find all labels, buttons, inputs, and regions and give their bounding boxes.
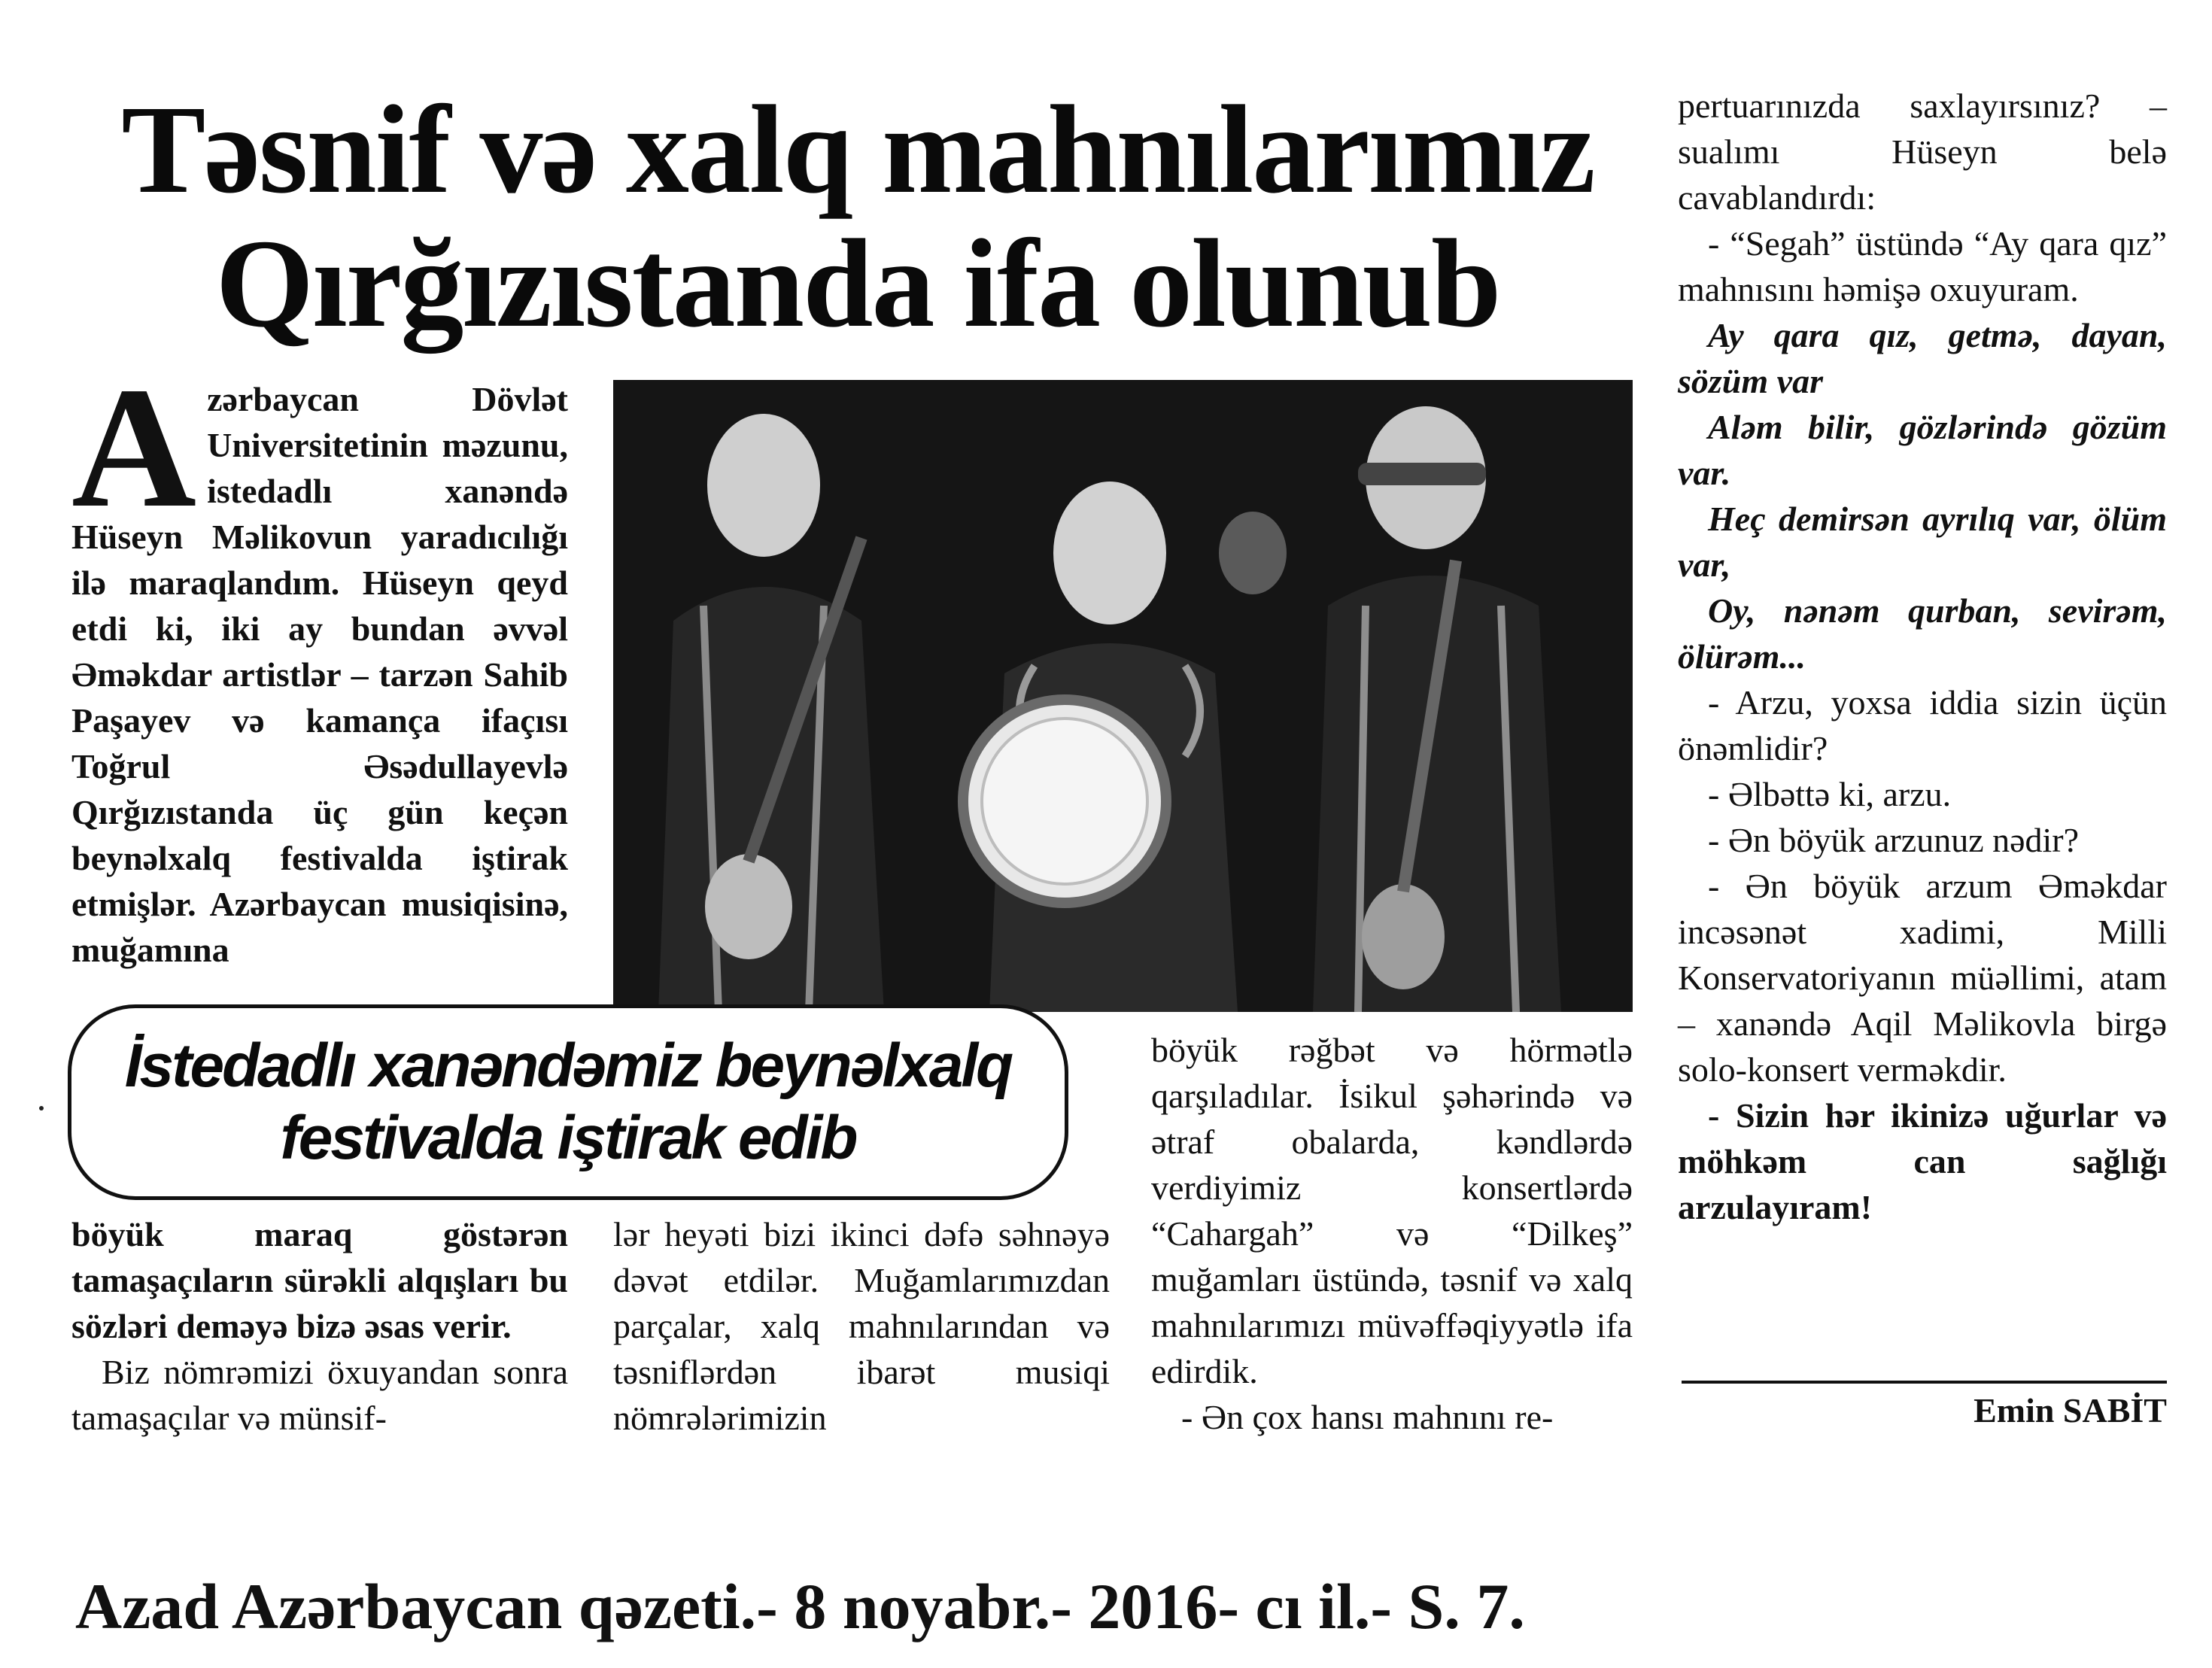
dropcap: A [71, 351, 197, 543]
column-4-p2: - “Segah” üstündə “Ay qara qız” mahnısını həmişə oxuyuram. [1678, 224, 2167, 308]
verse-2: Aləm bilir, gözlərində gözüm var. [1678, 408, 2167, 492]
column-3 [1151, 1027, 1633, 1440]
subheadline-line-2: festivalda iştirak edib [280, 1104, 856, 1172]
headline-line-2: Qırğızıstanda ifa olunub [215, 214, 1500, 354]
verse-1: Ay qara qız, getmə, dayan, sözüm var [1678, 316, 2167, 400]
verse-4: Oy, nənəm qurban, sevirəm, ölürəm... [1678, 591, 2167, 676]
column-3-question: - Ən çox hansı mahnını re- [1181, 1398, 1554, 1436]
verse-3: Heç demirsən ayrılıq var, ölüm var, [1678, 500, 2167, 584]
musicians-photo [613, 380, 1633, 1012]
column-1-intro: zərbaycan Dövlət Universitetinin məzunu, istedadlı xanəndə Hüseyn Məlikovun yaradıcılığı ilə maraqlandım. Hüseyn qeyd etdi ki, iki ay bundan əvvəl Əməkdar artistlər – tarzən Sahib Paşayev və kamança ifaçısı Toğrul Əsədullayevlə Qırğızıstanda üç gün keçən beynəlxalq festivalda iştirak etmişlər. Azərbaycan musiqisinə, muğamına [71, 380, 568, 969]
column-3-text: böyük rəğbət və hörmətlə qarşıladılar. İsikul şəhərində və ətraf obalarda, kəndlərdə verdiyimiz konsertlərdə “Cahargah” və “Dilkeş” muğamları üstündə, təsnif və xalq mahnılarımızı müvəffəqiyyətlə ifa edirdik. [1151, 1031, 1633, 1390]
source-citation: Azad Azərbaycan qəzeti.- 8 noyabr.- 2016- cı il.- S. 7. [75, 1570, 1525, 1642]
column-2 [613, 1211, 1110, 1441]
scan-speck [39, 1106, 44, 1110]
question-2: - Ən böyük arzunuz nədir? [1708, 821, 2080, 859]
byline: Emin SABİT [1973, 1391, 2167, 1429]
column-1-para-2: Biz nömrəmizi öxuyandan sonra tamaşaçılar və münsif- [71, 1353, 568, 1437]
headline-line-1: Təsnif və xalq mahnılarımız [121, 80, 1594, 220]
headline [60, 80, 1655, 354]
byline-rule [1682, 1381, 2167, 1384]
subheadline-line-1: İstedadlı xanəndəmiz beynəlxalq [124, 1031, 1012, 1100]
column-1-top [71, 351, 568, 973]
article-photo [613, 380, 1633, 1012]
closing-wish: - Sizin hər ikinizə uğurlar və möhkəm can sağlığı arzulayıram! [1678, 1096, 2167, 1226]
question-1: - Arzu, yoxsa iddia sizin üçün önəmlidir? [1678, 683, 2167, 767]
answer-2: - Ən böyük arzum Əməkdar incəsənət xadimi, Milli Konservatoriyanın müəllimi, atam – xanəndə Aqil Məlikovla birgə solo-konsert verməkdir. [1678, 867, 2167, 1089]
column-4 [1678, 83, 2167, 1230]
column-1-continued: böyük maraq göstərən tamaşaçıların sürəkli alqışları bu sözləri deməyə bizə əsas verir. [71, 1215, 568, 1345]
column-2-text: lər heyəti bizi ikinci dəfə səhnəyə dəvət etdilər. Muğamlarımızdan parçalar, xalq mahnılarından və təsniflərdən ibarət musiqi nömrələrimizin [613, 1215, 1110, 1437]
column-4-p1: pertuarınızda saxlayırsınız? – sualımı Hüseyn belə cavablandırdı: [1678, 87, 2167, 217]
answer-1: - Əlbəttə ki, arzu. [1708, 775, 1952, 813]
subheadline-box [68, 1004, 1068, 1200]
column-1-bottom [71, 1211, 568, 1441]
